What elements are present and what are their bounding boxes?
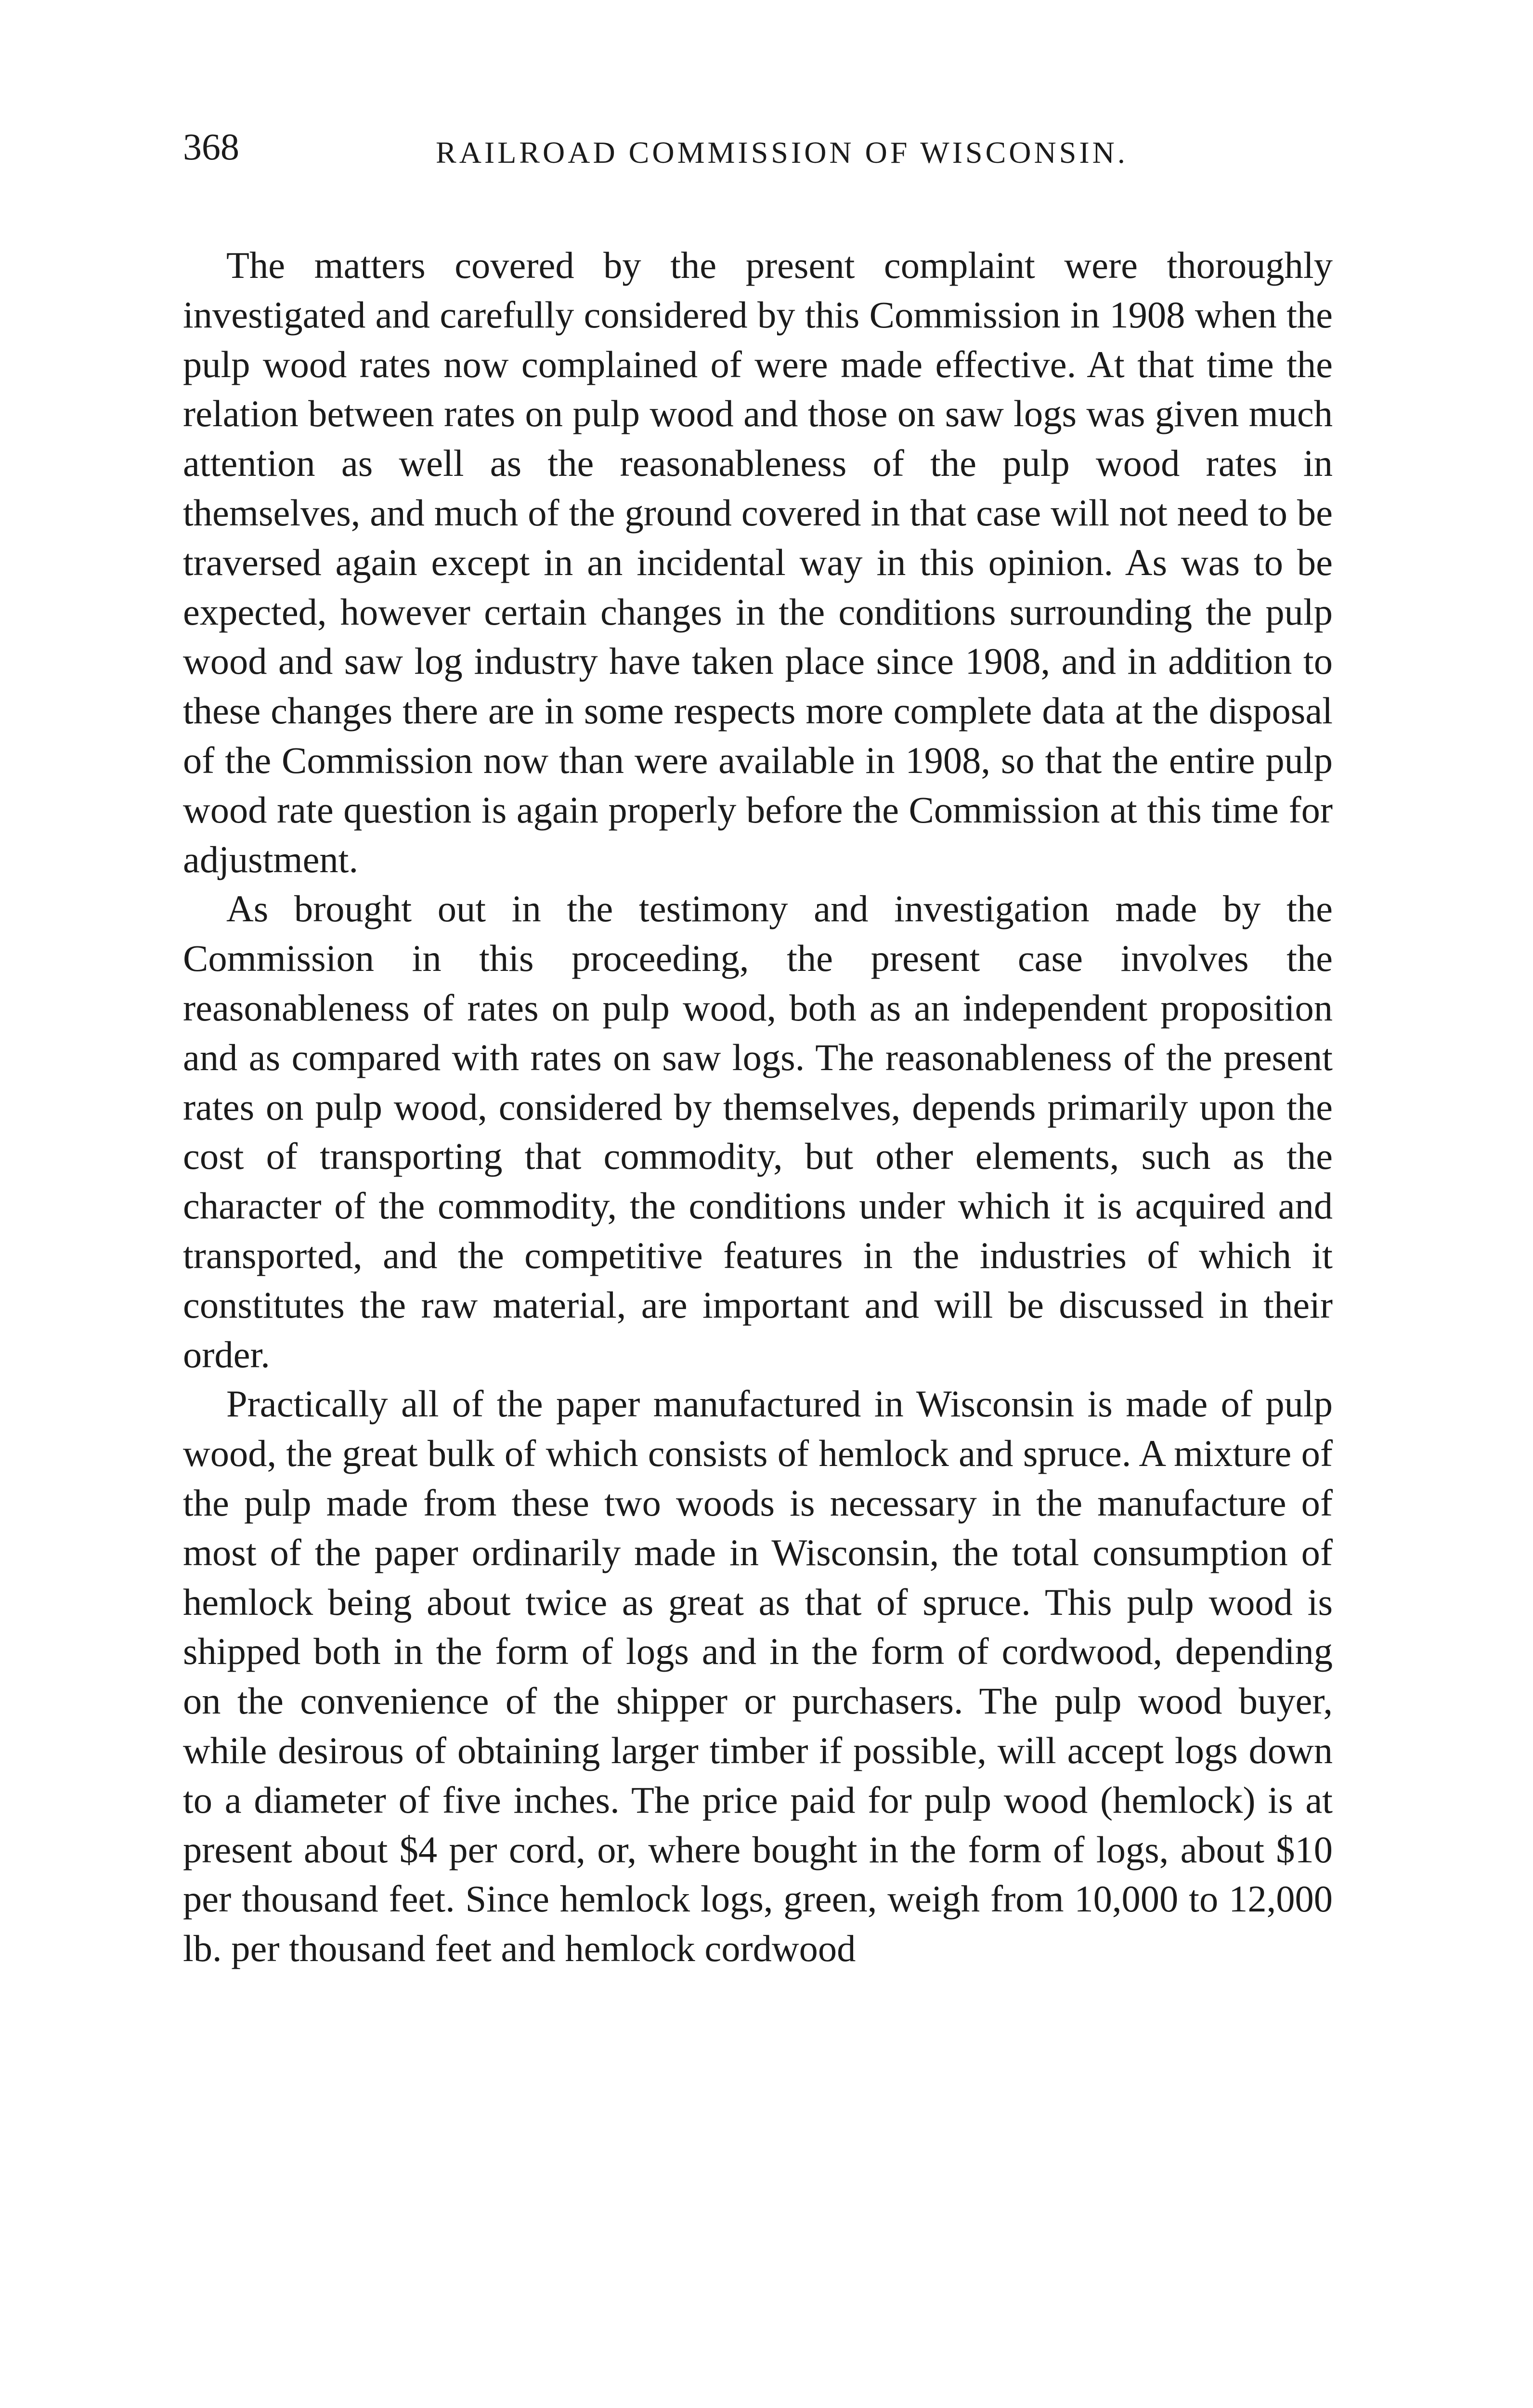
running-head: RAILROAD COMMISSION OF WISCONSIN. (436, 135, 1128, 170)
page-number: 368 (183, 126, 239, 168)
page-header (183, 123, 1338, 181)
paragraph-1: The matters covered by the present complaint were thoroughly investigated and carefully considered by this Commission in 1908 when the pulp wood rates now complained of were made effective. At that time the relation between rates on pulp wood and those on saw logs was given much attention as well as the reasonableness of the pulp wood rates in themselves, and much of the ground covered in that case will not need to be traversed again except in an incidental way in this opinion. As was to be expected, however certain changes in the conditions surrounding the pulp wood and saw log industry have taken place since 1908, and in addition to these changes there are in some respects more complete data at the disposal of the Commission now than were available in 1908, so that the entire pulp wood rate question is again properly before the Commission at this time for adjustment. (183, 244, 1333, 880)
body-text (183, 241, 1333, 1974)
paragraph-3: Practically all of the paper manufactured in Wisconsin is made of pulp wood, the great bulk of which consists of hemlock and spruce. A mixture of the pulp made from these two woods is necessary in the manufacture of most of the paper ordinarily made in Wisconsin, the total consumption of hemlock being about twice as great as that of spruce. This pulp wood is shipped both in the form of logs and in the form of cordwood, depending on the convenience of the shipper or purchasers. The pulp wood buyer, while desirous of obtaining larger timber if possible, will accept logs down to a diameter of five inches. The price paid for pulp wood (hemlock) is at present about $4 per cord, or, where bought in the form of logs, about $10 per thousand feet. Since hemlock logs, green, weigh from 10,000 to 12,000 lb. per thousand feet and hemlock cordwood (183, 1383, 1333, 1970)
paragraph-2: As brought out in the testimony and investigation made by the Commission in this proceeding, the present case involves the reasonableness of rates on pulp wood, both as an independent proposition and as compared with rates on saw logs. The reasonableness of the present rates on pulp wood, considered by themselves, depends primarily upon the cost of transporting that commodity, but other elements, such as the character of the commodity, the conditions under which it is acquired and transported, and the competitive features in the industries of which it constitutes the raw material, are important and will be discussed in their order. (183, 888, 1333, 1375)
